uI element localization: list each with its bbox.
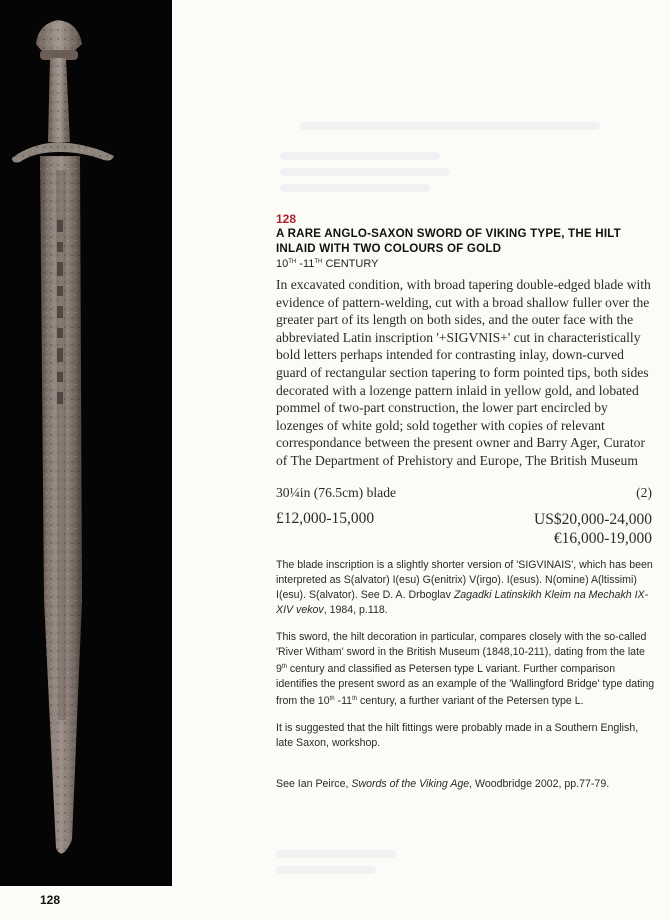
page-footer: [0, 886, 671, 920]
lot-date: 10TH -11TH CENTURY: [276, 258, 379, 270]
show-through-line: [280, 184, 430, 192]
lot-title: A RARE ANGLO-SAXON SWORD OF VIKING TYPE, THE HILT INLAID WITH TWO COLOURS OF GOLD: [276, 227, 621, 255]
estimate-foreign: [534, 510, 652, 548]
estimate-gbp: £12,000-15,000: [276, 510, 375, 527]
lot-item-count: (2): [636, 485, 652, 500]
show-through-line: [276, 850, 396, 858]
show-through-line: [280, 168, 450, 176]
estimate-usd: US$20,000-24,000: [534, 511, 652, 528]
page-number: 128: [40, 893, 61, 907]
lot-description: In excavated condition, with broad tapering double-edged blade with evidence of pattern-welding, cut with a broad shallow fuller over the greater part of its length on both sides, and the outer face with the abbreviated Latin inscription '+SIGVNIS+' cut in characteristically bold letters perhaps intended for contrasting inlay, down-curved guard of rectangular section tapering to form pointed tips, both sides decorated with a lozenge pattern inlaid in yellow gold, and lobated pommel of two-part construction, the lower part encircled by lozenges of white gold; sold together with copies of relevant correspondance between the present owner and Barry Ager, Curator of The Department of Prehistory and Europe, The British Museum: [276, 277, 651, 468]
estimate-eur: €16,000-19,000: [553, 530, 652, 547]
sword-photo-panel: [0, 0, 172, 886]
lot-dimensions: 30¼in (76.5cm) blade: [276, 485, 397, 500]
note-inscription: The blade inscription is a slightly shorter version of 'SIGVINAIS', which has been interpreted as S(alvator) I(esu) G(enitrix) V(irgo). I(esus). N(omine) A(ltissimi) I(esu). S(alvator). See D. A. Drboglav Zagadki Latinskikh Kleim na Mechakh IX-XIV vekov, 1984, p.118.: [276, 559, 653, 616]
show-through-line: [280, 152, 440, 160]
note-workshop: It is suggested that the hilt fittings were probably made in a Southern English, late Saxon, workshop.: [276, 722, 639, 749]
lot-notes: [276, 558, 658, 763]
note-comparison: This sword, the hilt decoration in particular, compares closely with the so-called 'River Witham' sword in the British Museum (1848,10-211), dating from the late 9th century and classified as Petersen type L variant. Further comparison identifies the present sword as an example of the 'Wallingford Bridge' type dating from the 10th -11th century, a further variant of the Petersen type L.: [276, 631, 655, 707]
lot-dimensions-row: [276, 485, 654, 501]
show-through-line: [300, 122, 600, 130]
note-reference: See Ian Peirce, Swords of the Viking Age, Woodbridge 2002, pp.77-79.: [276, 778, 610, 790]
lot-number: 128: [276, 212, 297, 226]
show-through-line: [276, 866, 376, 874]
viking-sword-image: [0, 0, 172, 886]
